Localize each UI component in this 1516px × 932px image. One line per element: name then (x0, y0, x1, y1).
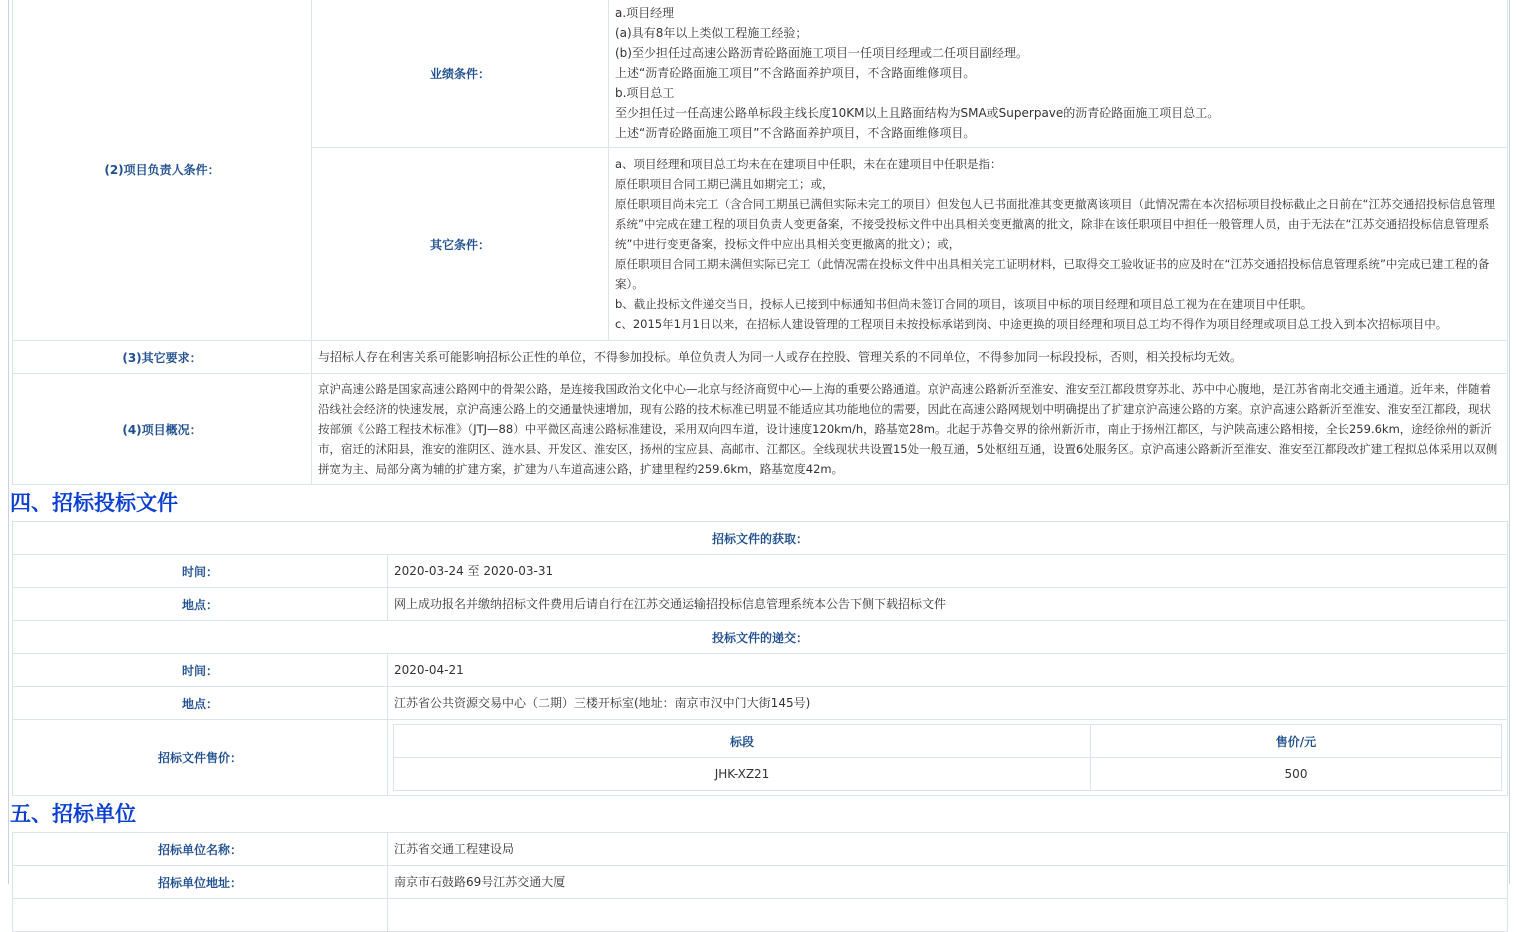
tenderer-name-value: 江苏省交通工程建设局 (388, 833, 1508, 866)
perf-line: a.项目经理 (615, 6, 675, 20)
other-line: 原任职项目合同工期未满但实际已完工（此情况需在投标文件中出具相关完工证明材料，已取得交工验收证书的应及时在“江苏交通招投标信息管理系统”中完成已建工程的备案）。 (615, 257, 1490, 291)
submission-place-value: 江苏省公共资源交易中心（二期）三楼开标室(地址：南京市汉中门大街145号) (388, 687, 1508, 720)
perf-line: 上述“沥青砼路面施工项目”不含路面养护项目，不含路面维修项目。 (615, 126, 976, 140)
perf-line: (b)至少担任过高速公路沥青砼路面施工项目一任项目经理或二任项目副经理。 (615, 46, 1028, 60)
price-amount-cell: 500 (1091, 758, 1502, 791)
other-line: 原任职项目合同工期已满且如期完工；或， (615, 177, 834, 191)
document-submission-title: 投标文件的递交： (13, 621, 1508, 654)
performance-conditions-text (609, 0, 1508, 148)
tenderer-address-value: 南京市石鼓路69号江苏交通大厦 (388, 866, 1508, 899)
bidder-requirements-table (12, 0, 1508, 485)
price-header-amount: 售价/元 (1091, 725, 1502, 758)
price-section-cell: JHK-XZ21 (394, 758, 1091, 791)
project-overview-text: 京沪高速公路是国家高速公路网中的骨架公路，是连接我国政治文化中心—北京与经济商贸中心—上海的重要公路通道。京沪高速公路新沂至淮安、淮安至江都段贯穿苏北、苏中中心腹地，是江苏省南北交通主通道。近年来，伴随着沿线社会经济的快速发展，京沪高速公路上的交通量快速增加，现有公路的技术标准已明显不能适应其功能地位的需要，因此在高速公路网规划中明确提出了扩建京沪高速公路的方案。京沪高速公路新沂至淮安、淮安至江都段，现状按部颁《公路工程技术标准》（JTJ—88）中平微区高速公路标准建设，采用双向四车道，设计速度120km/h，路基宽28m。北起于苏鲁交界的徐州新沂市，南止于扬州江都区，与沪陕高速公路相接，全长259.6km，途经徐州的新沂市，宿迁的沭阳县，淮安的淮阴区、涟水县、开发区、淮安区，扬州的宝应县、高邮市、江都区。全线现状共设置15处一般互通，5处枢纽互通，设置6处服务区。京沪高速公路新沂至淮安、淮安至江都段改扩建工程拟总体采用以双侧拼宽为主、局部分离为辅的扩建方案，扩建为八车道高速公路，扩建里程约259.6km，路基宽度42m。 (312, 374, 1508, 485)
section-heading-tenderer: 五、招标单位 (10, 802, 136, 826)
other-line: b、截止投标文件递交当日，投标人已接到中标通知书但尚未签订合同的项目，该项目中标的项目经理和项目总工视为在在建项目中任职。 (615, 297, 1313, 311)
other-line: a、项目经理和项目总工均未在在建项目中任职，未在在建项目中任职是指： (615, 157, 1002, 171)
other-conditions-text (609, 148, 1508, 341)
leader-conditions-label: (2)项目负责人条件： (13, 0, 312, 341)
acquisition-time-label: 时间： (13, 555, 388, 588)
cut-off-row-label (13, 899, 388, 932)
perf-line: (a)具有8年以上类似工程施工经验； (615, 26, 808, 40)
submission-time-label: 时间： (13, 654, 388, 687)
submission-place-label: 地点： (13, 687, 388, 720)
price-table (393, 724, 1502, 791)
perf-line: b.项目总工 (615, 86, 675, 100)
price-header-section: 标段 (394, 725, 1091, 758)
table-row (394, 758, 1502, 791)
other-conditions-label: 其它条件： (312, 148, 609, 341)
other-requirements-label: (3)其它要求： (13, 341, 312, 374)
section-heading-bid-documents: 四、招标投标文件 (10, 491, 178, 515)
performance-conditions-label: 业绩条件： (312, 0, 609, 148)
tenderer-address-label: 招标单位地址： (13, 866, 388, 899)
acquisition-place-label: 地点： (13, 588, 388, 621)
perf-line: 至少担任过一任高速公路单标段主线长度10KM以上且路面结构为SMA或Superpave的沥青砼路面施工项目总工。 (615, 106, 1220, 120)
announcement-page (8, 0, 1510, 890)
acquisition-time-value: 2020-03-24 至 2020-03-31 (388, 555, 1508, 588)
perf-line: 上述“沥青砼路面施工项目”不含路面养护项目，不含路面维修项目。 (615, 66, 976, 80)
other-line: 原任职项目尚未完工（含合同工期虽已满但实际未完工的项目）但发包人已书面批准其变更撤离该项目（此情况需在本次招标项目投标截止之日前在“江苏交通招投标信息管理系统”中完成在建工程的项目负责人变更备案，不接受投标文件中出具相关变更撤离的批文，除非在该任职项目中担任一般管理人员，由于无法在“江苏交通招投标信息管理系统”中进行变更备案，投标文件中应出具相关变更撤离的批文）；或， (615, 197, 1495, 251)
cut-off-row-value (388, 899, 1508, 932)
document-acquisition-title: 招标文件的获取： (13, 522, 1508, 555)
document-price-label: 招标文件售价： (13, 720, 388, 796)
submission-time-value: 2020-04-21 (388, 654, 1508, 687)
tenderer-table (12, 832, 1508, 932)
other-requirements-text: 与招标人存在利害关系可能影响招标公正性的单位，不得参加投标。单位负责人为同一人或存在控股、管理关系的不同单位，不得参加同一标段投标，否则，相关投标均无效。 (312, 341, 1508, 374)
tenderer-name-label: 招标单位名称： (13, 833, 388, 866)
acquisition-place-value: 网上成功报名并缴纳招标文件费用后请自行在江苏交通运输招投标信息管理系统本公告下侧下载招标文件 (388, 588, 1508, 621)
project-overview-label: (4)项目概况： (13, 374, 312, 485)
bid-documents-table (12, 521, 1508, 796)
other-line: c、2015年1月1日以来，在招标人建设管理的工程项目未按投标承诺到岗、中途更换的项目经理和项目总工均不得作为项目经理或项目总工投入到本次招标项目中。 (615, 317, 1448, 331)
document-price-cell (388, 720, 1508, 796)
